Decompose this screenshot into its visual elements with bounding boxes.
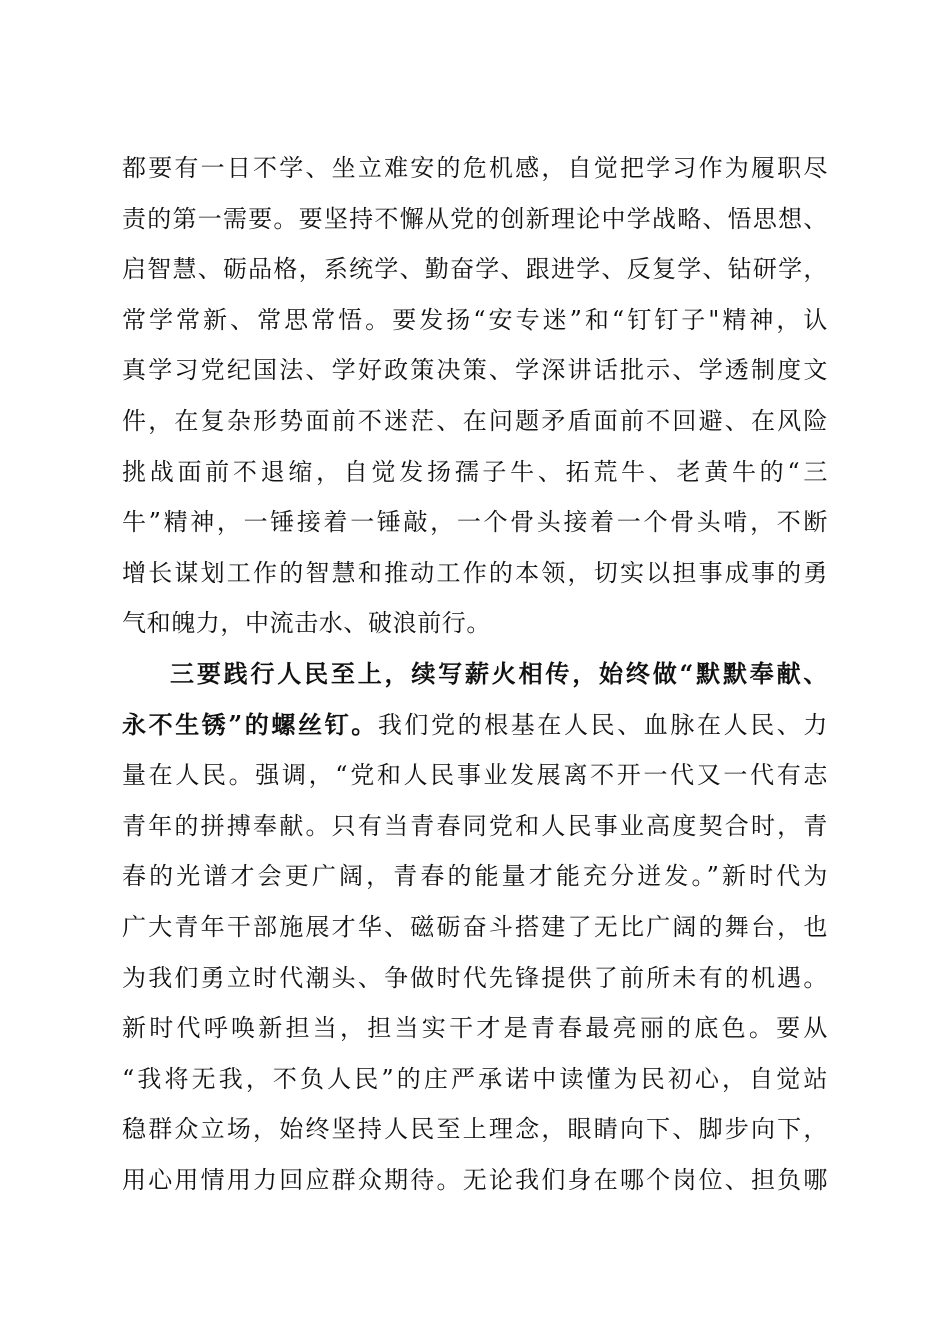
- paragraph-line: 广大青年干部施展才华、磁砺奋斗搭建了无比广阔的舞台，也: [122, 912, 828, 941]
- paragraph-line: 增长谋划工作的智慧和推动工作的本领，切实以担事成事的勇: [122, 558, 828, 587]
- paragraph-line: “我将无我，不负人民”的庄严承诺中读懂为民初心，自觉站: [122, 1064, 828, 1093]
- paragraph-line: 气和魄力，中流击水、破浪前行。: [122, 609, 491, 638]
- paragraph-line: 用心用情用力回应群众期待。无论我们身在哪个岗位、担负哪: [122, 1165, 828, 1194]
- paragraph-line: 为我们勇立时代潮头、争做时代先锋提供了前所未有的机遇。: [122, 963, 828, 992]
- section-heading-line: 三要践行人民至上，续写薪火相传，始终做“默默奉献、: [170, 658, 828, 688]
- paragraph-2: [122, 649, 828, 1206]
- paragraph-line: 挑战面前不退缩，自觉发扬孺子牛、拓荒牛、老黄牛的“三: [122, 457, 828, 486]
- paragraph-line: 春的光谱才会更广阔，青春的能量才能充分迸发。”新时代为: [122, 862, 828, 891]
- paragraph-line: [122, 700, 828, 751]
- paragraph-line: 牛”精神，一锤接着一锤敲，一个骨头接着一个骨头啃，不断: [122, 508, 828, 537]
- paragraph-line: 启智慧、砺品格，系统学、勤奋学、跟进学、反复学、钻研学，: [122, 255, 828, 284]
- paragraph-line: 都要有一日不学、坐立难安的危机感，自觉把学习作为履职尽: [122, 154, 828, 182]
- paragraph-line: 量在人民。强调，“党和人民事业发展离不开一代又一代有志: [122, 761, 828, 790]
- section-heading-end: 永不生锈”的螺丝钉。: [122, 709, 378, 739]
- body-text: [122, 143, 828, 1205]
- paragraph-line: 真学习党纪国法、学好政策决策、学深讲话批示、学透制度文: [122, 356, 828, 385]
- paragraph-line: 常学常新、常思常悟。要发扬“安专迷”和“钉钉子"精神，认: [122, 305, 828, 334]
- paragraph-1: [122, 143, 828, 649]
- paragraph-line: 责的第一需要。要坚持不懈从党的创新理论中学战略、悟思想、: [122, 204, 828, 233]
- paragraph-text: 我们党的根基在人民、血脉在人民、力: [377, 710, 828, 739]
- paragraph-line: 稳群众立场，始终坚持人民至上理念，眼睛向下、脚步向下，: [122, 1115, 828, 1144]
- paragraph-line: 件，在复杂形势面前不迷茫、在问题矛盾面前不回避、在风险: [122, 406, 828, 435]
- paragraph-line: 新时代呼唤新担当，担当实干才是青春最亮丽的底色。要从: [122, 1014, 828, 1043]
- paragraph-line: 青年的拼搏奉献。只有当青春同党和人民事业高度契合时，青: [122, 811, 828, 840]
